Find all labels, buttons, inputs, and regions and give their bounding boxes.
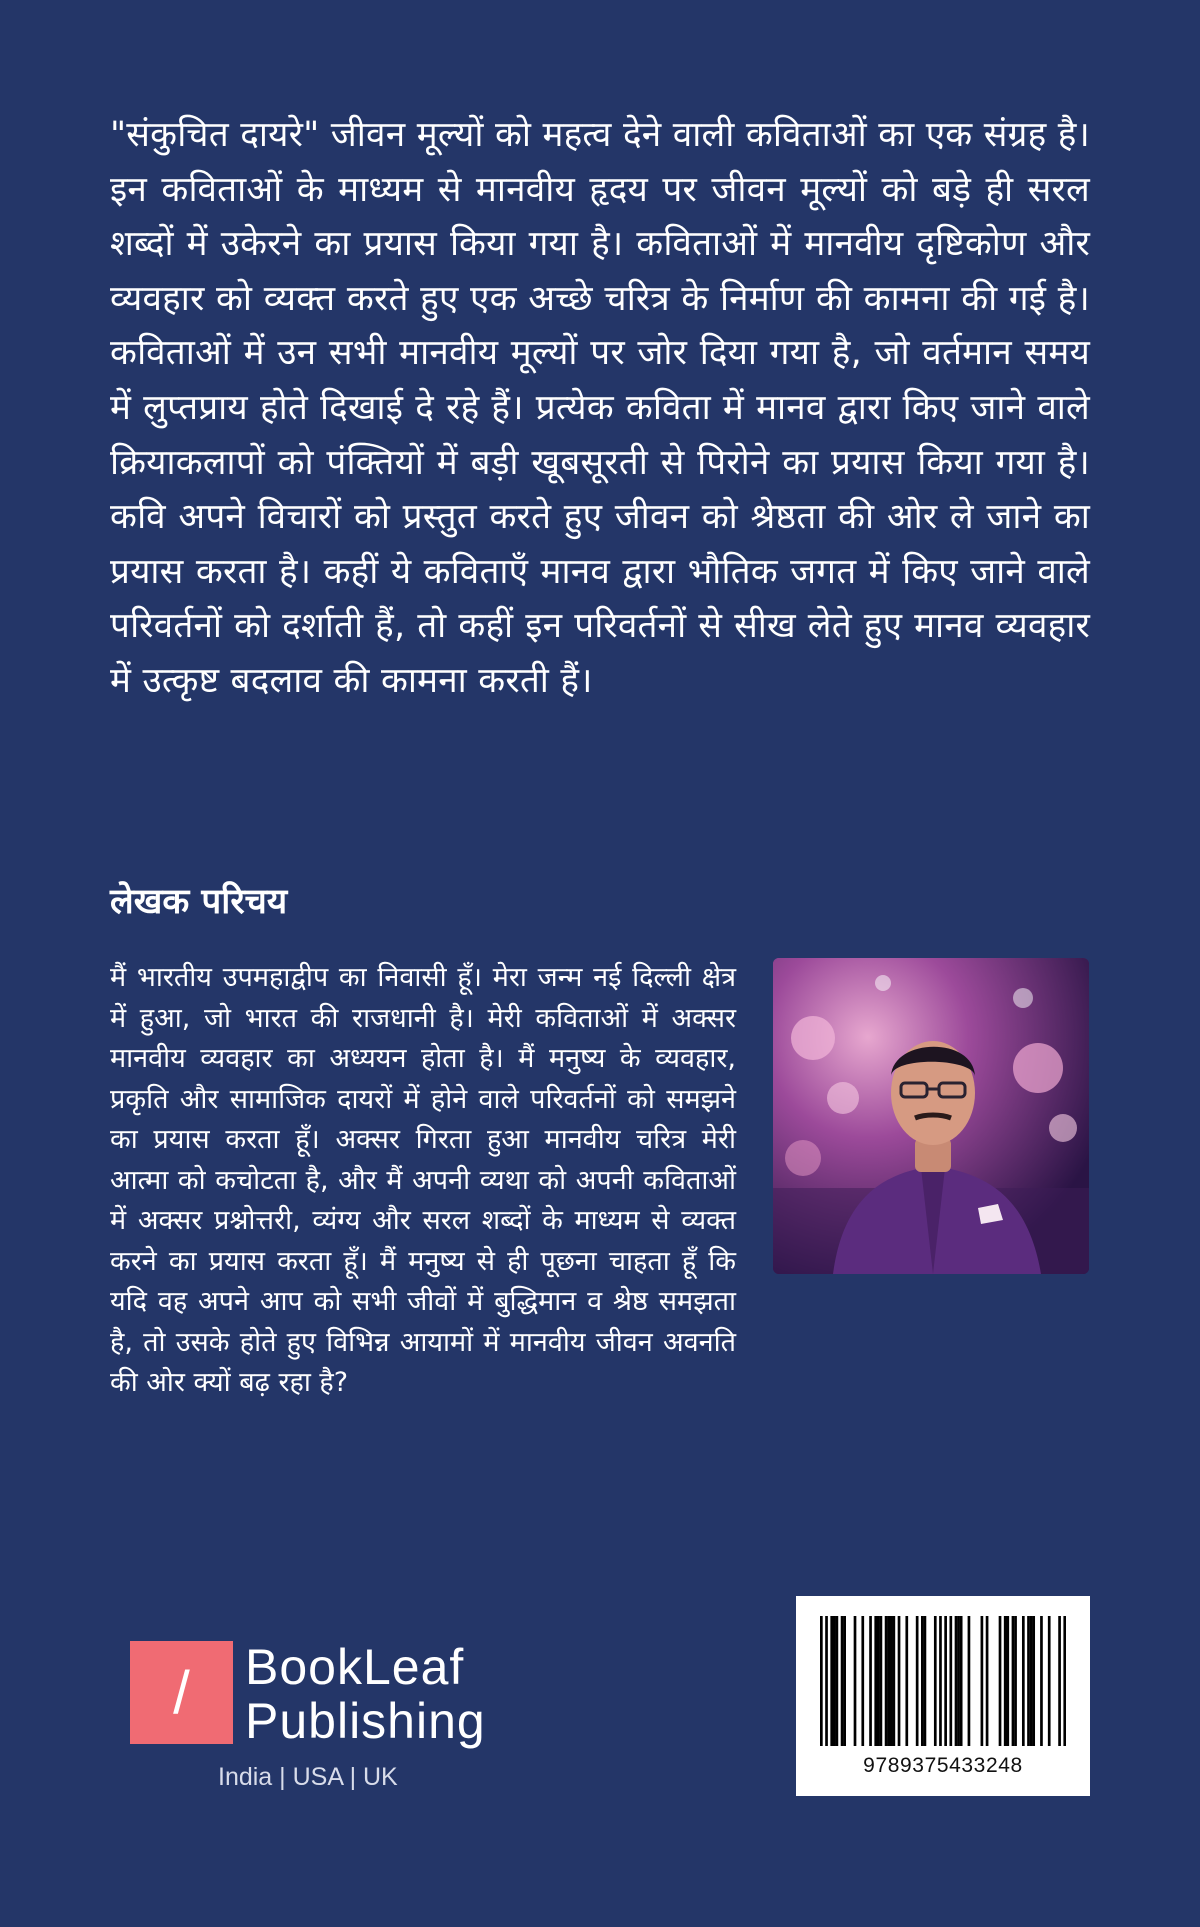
barcode-bars: [820, 1616, 1066, 1746]
barcode-bar: [836, 1616, 839, 1746]
publisher-logo: [130, 1638, 534, 1791]
publisher-name-line2: Publishing: [245, 1693, 486, 1749]
publisher-name-line1: BookLeaf: [245, 1639, 465, 1695]
barcode-bar: [869, 1616, 872, 1746]
barcode-bar: [885, 1616, 888, 1746]
barcode-bar: [1004, 1616, 1007, 1746]
barcode-bar: [854, 1616, 857, 1746]
barcode-bar: [825, 1616, 828, 1746]
barcode-bar: [1022, 1616, 1025, 1746]
barcode-bar: [1058, 1616, 1061, 1746]
barcode-bar: [1040, 1616, 1043, 1746]
barcode-bar: [916, 1616, 919, 1746]
barcode-bar: [843, 1616, 846, 1746]
barcode-bar: [893, 1616, 896, 1746]
author-photo-illustration: [773, 958, 1089, 1274]
barcode-bar: [960, 1616, 963, 1746]
barcode-bar: [949, 1616, 952, 1746]
publisher-regions: India | USA | UK: [218, 1763, 398, 1791]
barcode-bar: [833, 1616, 836, 1746]
barcode-bar: [1063, 1616, 1066, 1746]
barcode-bar: [921, 1616, 924, 1746]
isbn-barcode: [796, 1596, 1090, 1796]
author-bio: मैं भारतीय उपमहाद्वीप का निवासी हूँ। मेरा जन्म नई दिल्ली क्षेत्र में हुआ, जो भारत की राजधानी है। मेरी कविताओं में अक्सर मानवीय व्यवहार का अध्ययन होता है। मैं मनुष्य के व्यवहार, प्रकृति और सामाजिक दायरों में होने वाले परिवर्तनों को समझने का प्रयास करता हूँ। अक्सर गिरता हुआ मानवीय चरित्र मेरी आत्मा को कचोटता है, और मैं अपनी व्यथा को अपनी कविताओं में अक्सर प्रश्नोत्तरी, व्यंग्य और सरल शब्दों के माध्यम से व्यक्त करने का प्रयास करता हूँ। मैं मनुष्य से ही पूछना चाहता हूँ कि यदि वह अपने आप को सभी जीवों में बुद्धिमान व श्रेष्ठ समझता है, तो उसके होते हुए विभिन्न आयामों में मानवीय जीवन अवनति की ओर क्यों बढ़ रहा है?: [110, 962, 736, 1398]
barcode-bar: [957, 1616, 960, 1746]
logo-square: [130, 1641, 233, 1744]
barcode-bar: [944, 1616, 947, 1746]
barcode-bar: [905, 1616, 908, 1746]
barcode-bar: [939, 1616, 942, 1746]
barcode-bar: [968, 1616, 971, 1746]
barcode-bar: [981, 1616, 984, 1746]
barcode-bar: [874, 1616, 877, 1746]
barcode-bar: [820, 1616, 823, 1746]
barcode-bar: [955, 1616, 958, 1746]
author-photo: [773, 958, 1089, 1274]
barcode-bar: [887, 1616, 890, 1746]
isbn-number: 9789375433248: [863, 1754, 1023, 1777]
barcode-bar: [1032, 1616, 1035, 1746]
barcode-bar: [1014, 1616, 1017, 1746]
barcode-bar: [1030, 1616, 1033, 1746]
barcode-bar: [880, 1616, 883, 1746]
barcode-bar: [1012, 1616, 1015, 1746]
book-blurb: "संकुचित दायरे" जीवन मूल्यों को महत्व देने वाली कविताओं का एक संग्रह है। इन कविताओं के माध्यम से मानवीय हृदय पर जीवन मूल्यों को बड़े ही सरल शब्दों में उकेरने का प्रयास किया गया है। कविताओं में मानवीय दृष्टिकोण और व्यवहार को व्यक्त करते हुए एक अच्छे चरित्र के निर्माण की कामना की गई है। कविताओं में उन सभी मानवीय मूल्यों पर जोर दिया गया है, जो वर्तमान समय में लुप्तप्राय होते दिखाई दे रहे हैं। प्रत्येक कविता में मानव द्वारा किए जाने वाले क्रियाकलापों को पंक्तियों में बड़ी खूबसूरती से पिरोने का प्रयास किया गया है। कवि अपने विचारों को प्रस्तुत करते हुए जीवन को श्रेष्ठता की ओर ले जाने का प्रयास करता है। कहीं ये कविताएँ मानव द्वारा भौतिक जगत में किए जाने वाले परिवर्तनों को दर्शाती हैं, तो कहीं इन परिवर्तनों से सीख लेते हुए मानव व्यवहार में उत्कृष्ट बदलाव की कामना करती हैं।: [110, 115, 1090, 701]
barcode-bar: [986, 1616, 989, 1746]
barcode-bar: [999, 1616, 1002, 1746]
barcode-bar: [1048, 1616, 1051, 1746]
barcode-bar: [898, 1616, 901, 1746]
author-intro-heading: लेखक परिचय: [110, 882, 288, 922]
barcode-bar: [934, 1616, 937, 1746]
barcode-bar: [877, 1616, 880, 1746]
barcode-bar: [890, 1616, 893, 1746]
barcode-bar: [841, 1616, 844, 1746]
barcode-bar: [830, 1616, 833, 1746]
barcode-bar: [1027, 1616, 1030, 1746]
barcode-bar: [1006, 1616, 1009, 1746]
barcode-bar: [924, 1616, 927, 1746]
logo-slash-mark: /: [173, 1659, 190, 1726]
barcode-bar: [861, 1616, 864, 1746]
